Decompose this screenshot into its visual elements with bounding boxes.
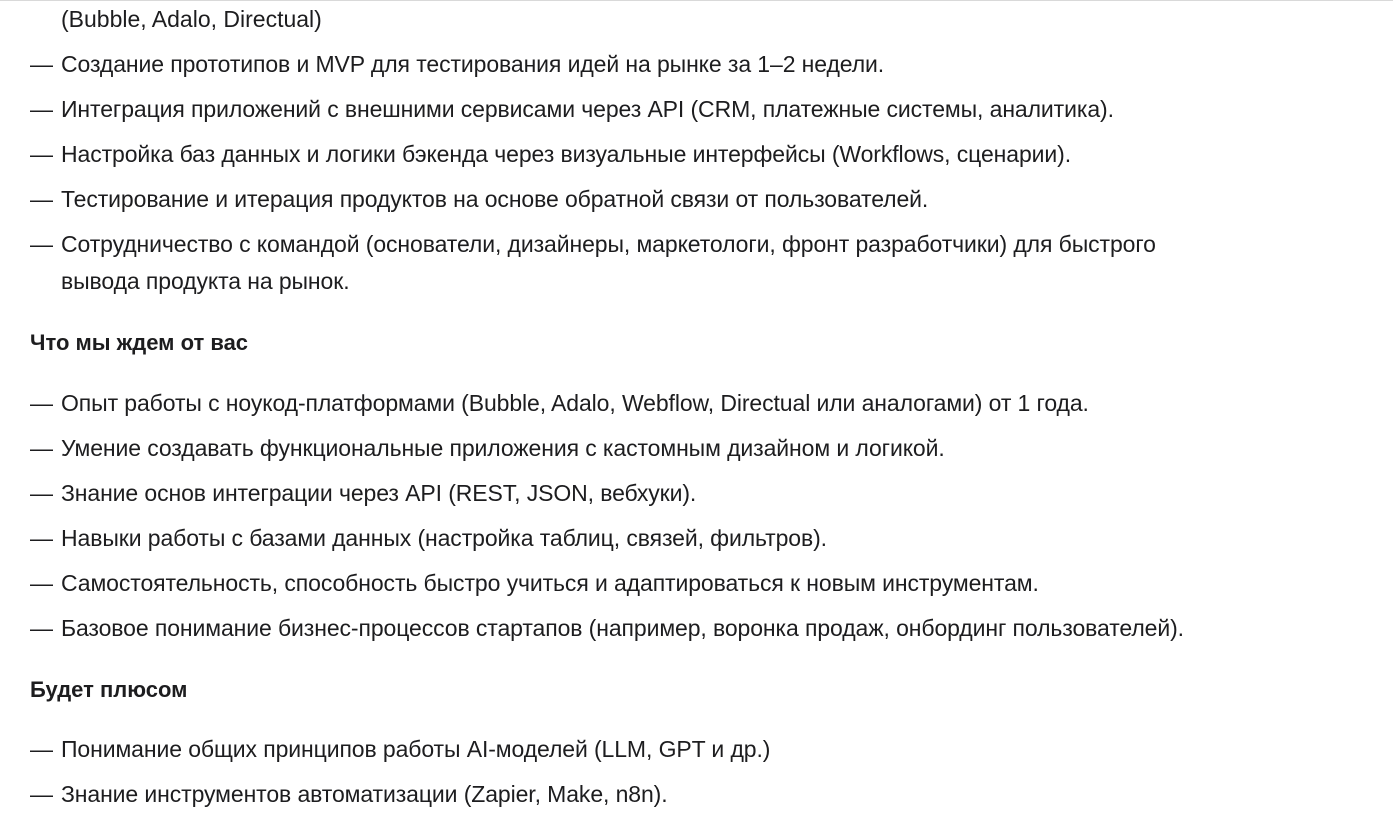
list-item-text: Сотрудничество с командой (основатели, дизайнеры, маркетологи, фронт разработчики) для быстрого — [61, 231, 1156, 257]
dash-bullet: — — [30, 186, 53, 212]
list-item — [30, 475, 1184, 512]
list-item — [30, 520, 1184, 557]
nice-to-have-list — [30, 731, 770, 821]
list-item-text: Знание основ интеграции через API (REST, JSON, вебхуки). — [61, 480, 697, 506]
list-item-text: Создание прототипов и MVP для тестирования идей на рынке за 1–2 недели. — [61, 51, 885, 77]
list-item — [30, 776, 770, 813]
list-item-text: Опыт работы с ноукод-платформами (Bubble, Adalo, Webflow, Directual или аналогами) от 1 года. — [61, 390, 1089, 416]
dash-bullet: — — [30, 435, 53, 461]
intro-tail-text: (Bubble, Adalo, Directual) — [61, 6, 322, 32]
list-item-text: Базовое понимание бизнес-процессов стартапов (например, воронка продаж, онбординг пользователей). — [61, 615, 1184, 641]
dash-bullet: — — [30, 525, 53, 551]
list-item — [30, 610, 1184, 647]
list-item — [30, 181, 1156, 218]
responsibilities-list — [30, 46, 1156, 308]
list-item — [30, 46, 1156, 83]
heading-nice-to-have: Будет плюсом — [30, 677, 188, 702]
heading-requirements: Что мы ждем от вас — [30, 330, 249, 355]
dash-bullet: — — [30, 480, 53, 506]
dash-bullet: — — [30, 615, 53, 641]
dash-bullet: — — [30, 390, 53, 416]
list-item-text: Самостоятельность, способность быстро учиться и адаптироваться к новым инструментам. — [61, 570, 1039, 596]
list-item-text: вывода продукта на рынок. — [61, 268, 350, 294]
dash-bullet: — — [30, 51, 53, 77]
list-item — [30, 731, 770, 768]
dash-bullet: — — [30, 96, 53, 122]
dash-bullet: — — [30, 781, 53, 807]
list-item — [30, 91, 1156, 128]
list-item-text: Тестирование и итерация продуктов на основе обратной связи от пользователей. — [61, 186, 929, 212]
list-item-text: Навыки работы с базами данных (настройка таблиц, связей, фильтров). — [61, 525, 827, 551]
list-item — [30, 385, 1184, 422]
list-item-text: Понимание общих принципов работы AI-моделей (LLM, GPT и др.) — [61, 736, 771, 762]
requirements-list — [30, 385, 1184, 655]
dash-bullet: — — [30, 141, 53, 167]
list-item-text: Настройка баз данных и логики бэкенда через визуальные интерфейсы (Workflows, сценарии). — [61, 141, 1071, 167]
list-item-text: Умение создавать функциональные приложения с кастомным дизайном и логикой. — [61, 435, 945, 461]
list-item-text: Интеграция приложений с внешними сервисами через API (CRM, платежные системы, аналитика). — [61, 96, 1114, 122]
list-item — [30, 226, 1156, 300]
dash-bullet: — — [30, 736, 53, 762]
list-item — [30, 430, 1184, 467]
dash-bullet: — — [30, 231, 53, 257]
list-item — [30, 136, 1156, 173]
dash-bullet: — — [30, 570, 53, 596]
list-item — [30, 565, 1184, 602]
list-item-text: Знание инструментов автоматизации (Zapier, Make, n8n). — [61, 781, 668, 807]
